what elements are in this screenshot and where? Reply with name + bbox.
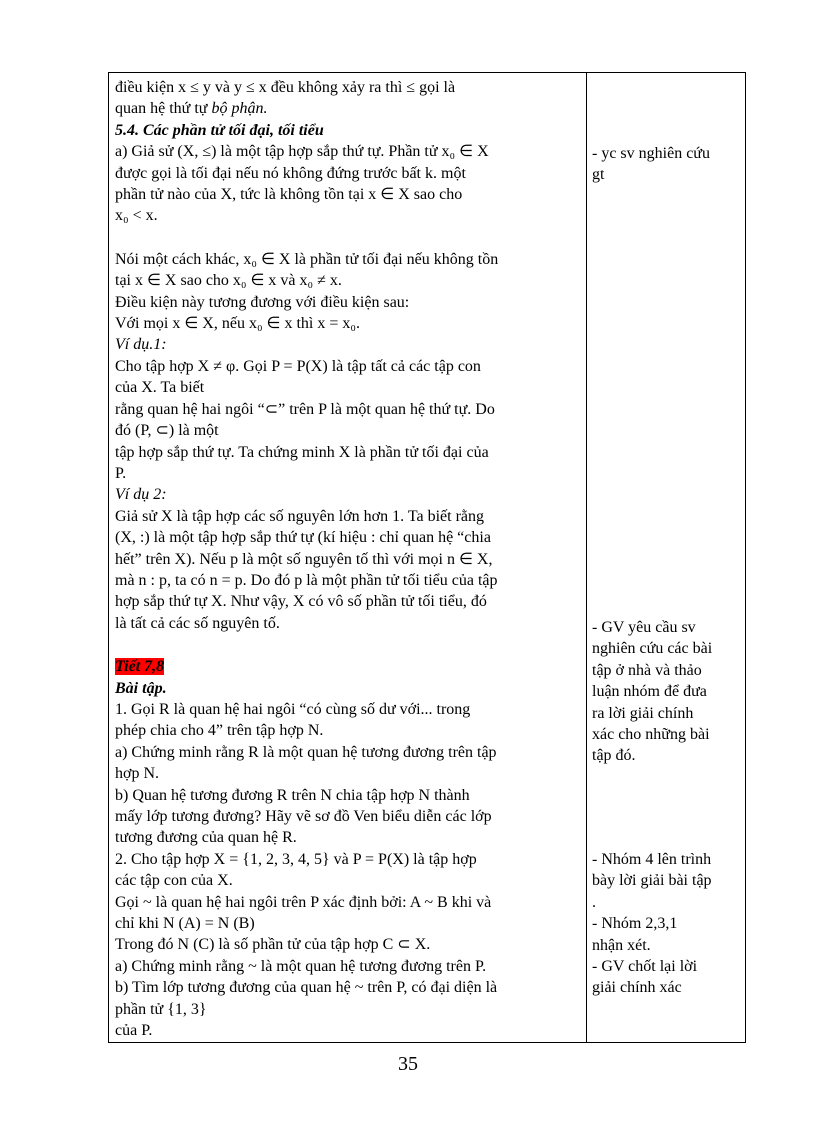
text-line: Cho tập hợp X ≠ φ. Gọi P = P(X) là tập tất cả các tập con [115, 357, 481, 375]
text-line: a) Chứng minh rằng R là một quan hệ tương đương trên tập [115, 743, 497, 761]
text-span: quan hệ thứ tự [115, 100, 212, 118]
text-line: tập hợp sắp thứ tự. Ta chứng minh X là phần tử tối đại của [115, 443, 489, 461]
text-line [115, 98, 581, 119]
text-line: (X, :) là một tập hợp sắp thứ tự (kí hiệu : chỉ quan hệ “chia [115, 529, 491, 547]
text-line: hợp N. [115, 765, 160, 783]
text-line: a) Giả sử (X, ≤) là một tập hợp sắp thứ tự. Phần tử x₀ ∈ X [115, 143, 489, 161]
text-line: là tất cả các số nguyên tố. [115, 614, 280, 632]
lesson-table [108, 72, 746, 1043]
text-line: chỉ khi N (A) = N (B) [115, 915, 255, 933]
text-line: mấy lớp tương đương? Hãy vẽ sơ đồ Ven biểu diễn các lớp [115, 808, 492, 825]
text-line: của P. [115, 1022, 153, 1040]
text-line: Gọi ~ là quan hệ hai ngôi trên P xác định bởi: A ~ B khi và [115, 893, 492, 911]
side-line: nghiên cứu các bài [592, 640, 713, 658]
exercise-heading: Bài tập. [115, 679, 167, 697]
text-line: Nói một cách khác, x₀ ∈ X là phần tử tối đại nếu không tồn [115, 250, 499, 268]
spacer [115, 227, 581, 249]
side-note-exercises [592, 617, 742, 767]
text-line: Trong đó N (C) là số phần tử của tập hợp C ⊂ X. [115, 936, 431, 954]
side-line: tập đó. [592, 747, 636, 765]
side-note-groups [592, 849, 742, 999]
text-line: tại x ∈ X sao cho x₀ ∈ x và x₀ ≠ x. [115, 272, 342, 290]
text-line: 2. Cho tập hợp X = {1, 2, 3, 4, 5} và P = P(X) là tập hợp [115, 850, 477, 868]
side-line: luận nhóm để đưa [592, 683, 707, 701]
side-line: nhận xét. [592, 936, 651, 954]
side-line: - Nhóm 4 lên trình [592, 851, 712, 868]
text-line: các tập con của X. [115, 872, 233, 890]
side-line: - GV yêu cầu sv [592, 619, 696, 636]
text-line: b) Tìm lớp tương đương của quan hệ ~ trên P, có đại diện là [115, 979, 498, 997]
text-line: Điều kiện này tương đương với điều kiện sau: [115, 293, 410, 311]
text-line: phần tử nào của X, tức là không tồn tại x ∈ X sao cho [115, 186, 463, 204]
text-line: Với mọi x ∈ X, nếu x₀ ∈ x thì x = x₀. [115, 315, 360, 333]
side-note-research [592, 143, 742, 186]
side-line: giải chính xác [592, 979, 682, 997]
side-line: bày lời giải bài tập [592, 872, 712, 890]
text-line: được gọi là tối đại nếu nó không đứng trước bất k. một [115, 164, 466, 182]
text-line: a) Chứng minh rằng ~ là một quan hệ tương đương trên P. [115, 957, 487, 975]
tiet-highlight: Tiết 7,8 [115, 658, 165, 676]
side-line: tập ở nhà và thảo [592, 661, 702, 679]
column-divider [586, 73, 587, 1042]
text-line: đó (P, ⊂) là một [115, 422, 219, 440]
side-line: - yc sv nghiên cứu [592, 145, 710, 162]
side-line: gt [592, 166, 605, 184]
side-line: - Nhóm 2,3,1 [592, 915, 678, 933]
text-line: 1. Gọi R là quan hệ hai ngôi “có cùng số dư với... trong [115, 700, 471, 718]
text-line: phép chia cho 4” trên tập hợp N. [115, 722, 324, 740]
text-line: phần tử {1, 3} [115, 1000, 207, 1018]
text-line: hết” trên X). Nếu p là một số nguyên tố thì với mọi n ∈ X, [115, 550, 493, 568]
text-line: mà n : p, ta có n = p. Do đó p là một phần tử tối tiểu của tập [115, 571, 498, 589]
text-line: Giả sử X là tập hợp các số nguyên lớn hơn 1. Ta biết rằng [115, 507, 484, 525]
text-line: x₀ < x. [115, 207, 158, 225]
text-line: hợp sắp thứ tự X. Như vậy, X có vô số phần tử tối tiểu, đó [115, 593, 487, 611]
side-line: xác cho những bài [592, 726, 710, 744]
tiet-line [115, 656, 581, 677]
text-line: điều kiện x ≤ y và y ≤ x đều không xảy ra thì ≤ gọi là [115, 79, 456, 96]
text-line: b) Quan hệ tương đương R trên N chia tập hợp N thành [115, 786, 470, 804]
text-line: P. [115, 464, 127, 482]
example-label: Ví dụ 2: [115, 486, 167, 504]
side-line: - GV chốt lại lời [592, 958, 698, 976]
text-line: rằng quan hệ hai ngôi “⊂” trên P là một quan hệ thứ tự. Do [115, 400, 495, 418]
side-line: . [592, 893, 596, 911]
section-heading: 5.4. Các phần tử tối đại, tối tiểu [115, 121, 324, 139]
content-column [115, 77, 581, 1041]
side-line: ra lời giải chính [592, 704, 694, 722]
example-label: Ví dụ.1: [115, 336, 167, 354]
text-line: của X. Ta biết [115, 379, 205, 397]
text-line: tương đương của quan hệ R. [115, 829, 297, 847]
page-number: 35 [398, 1053, 418, 1075]
italic-span: bộ phận. [211, 100, 268, 118]
spacer [115, 634, 581, 656]
